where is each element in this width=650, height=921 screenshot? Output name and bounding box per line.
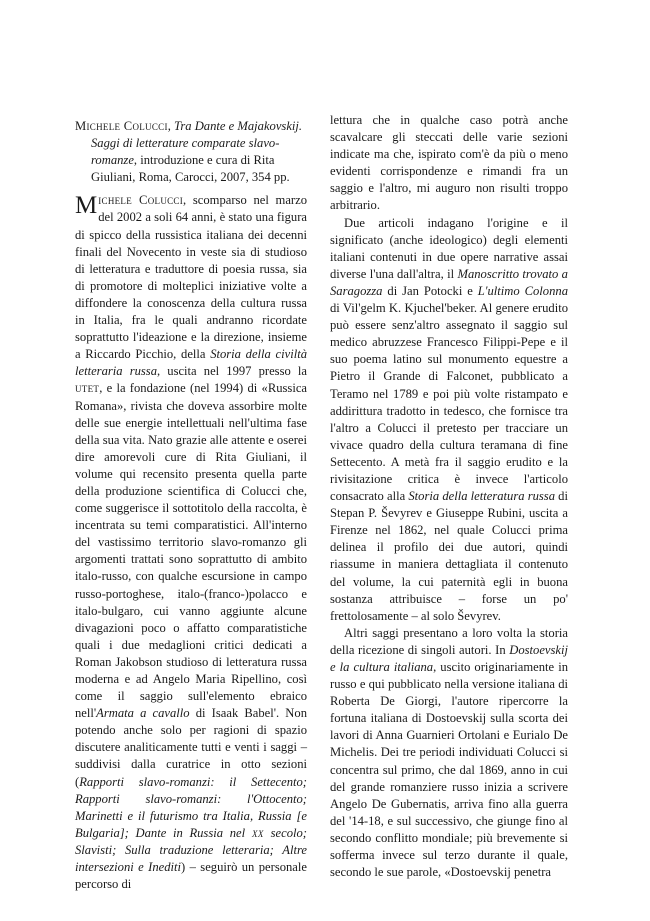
right-column [330, 112, 568, 881]
text-run: , e la fondazione (nel 1994) di «Russica Romana», rivista che doveva assorbire molte delle sue energie intellettuali nell'ultima fase della sua vita. Nato grazie alle attente e oserei dire amorevoli cure di Rita Giuliani, il volume qui recensito presenta quella parte della produzione scientifica di Colucci che, come suggerisce il sottotitolo della raccolta, è incentrata su temi comparatistici. All'interno del vastissimo territorio slavo-romanzo gli argomenti trattati sono soprattutto di ambito italo-russo, con qualche escursione in campo russo-portoghese, italo-(franco-)polacco e italo-bulgaro, cui vanno aggiunte alcune divagazioni poco o affatto comparatistiche quali i due medaglioni critici dedicati a Roman Jakobson studioso di letteratura russa moderna e ad Angelo Maria Ripellino, così come il saggio sull'elemento ebraico nell' [75, 381, 307, 721]
text-run: , scomparso nel marzo del 2002 a soli 64 anni, è stato una figura di spicco della russistica italiana dei decenni finali del Novecento in veste sia di studioso di letteratura e traduttore di poesia russa, sia di promotore di molteplici iniziative volte a diffondere la conoscenza della cultura russa in Italia, fra le quali andranno ricordate soprattutto l'ideazione e la direzione, insieme a Riccardo Picchio, della [75, 193, 307, 362]
text-run: ) – seguirò un personale percorso di [75, 860, 307, 892]
italic-title: Manoscritto trovato a Saragozza [330, 266, 568, 298]
text-run: di Isaak Babel'. Non potendo anche solo per ragioni di spazio discutere analiticamente tutti e venti i saggi – suddivisi dalla curatrice in otto sezioni ( [75, 706, 307, 789]
paragraph [75, 192, 307, 893]
italic-sections: Rapporti slavo-romanzi: il Settecento; Rapporti slavo-romanzi: l'Ottocento; Marinetti e il futurismo tra Italia, Russia [e Bulgaria]; Dante in Russia nel [75, 774, 307, 840]
reviewed-title: Tra Dante e Majakovskij. Saggi di letterature comparate slavo-romanze [91, 119, 303, 168]
drop-cap: M [75, 192, 98, 220]
italic-sections: secolo; Slavisti; Sulla traduzione letteraria; Altre intersezioni e Inediti [75, 825, 307, 875]
reviewed-details: , introduzione e cura di Rita Giuliani, Roma, Carocci, 2007, 354 pp. [91, 153, 290, 185]
text-run: , uscito originariamente in russo e qui pubblicato nella versione italiana di Roberta De Giorgi, l'autore ripercorre la fortuna italiana di Dostoevskij sulla scorta dei lavori di Anna Guarnieri Ortolani e Eurialo De Michelis. Dei tre periodi individuati Colucci si concentra sul primo, che dal 1869, anno in cui del grande romanziere russo inizia a scrivere Angelo De Gubernatis, arriva fino alla guerra del '14-18, e sul successivo, che giunge fino al secondo conflitto mondiale; più brevemente si sofferma invece sul terzo durante il quale, secondo le sue parole, «Dostoevskij penetra [330, 660, 568, 880]
text-run: di Jan Potocki e [382, 283, 478, 298]
text-run: di Vil'gelm K. Kjuchel'beker. Al genere erudito può essere senz'altro assegnato il saggio sul medico abruzzese Francesco Filippi-Pepe e il suo poema latino sul monumento equestre a Pietro il Grande di Falconet, pubblicato a Teramo nel 1789 e poi più volte ristampato e addirittura tradotto in tedesco, che fornisce tra l'altro a Colucci il pretesto per tracciare un vivace quadro della cultura teramana di fine Settecento. A metà fra il saggio erudito e la rivisitazione critica è invece l'articolo consacrato alla [330, 301, 568, 504]
reviewed-author: Michele Colucci [75, 119, 168, 133]
italic-title: L'ultimo Colonna [477, 283, 568, 298]
paragraph: lettura che in qualche caso potrà anche scavalcare gli steccati delle varie sezioni indicate ma che, ispirato com'è da più o meno evidenti corrispondenze e rimandi fra un saggio e l'altro, mi auguro non risulti troppo arbitrario. [330, 113, 568, 213]
text-run: Due articoli indagano l'origine e il significato (anche ideologico) degli elementi italiani contenuti in due opere narrative assai diverse l'una dall'altra, il [330, 215, 568, 281]
bibliographic-reference: Michele Colucci, Tra Dante e Majakovskij. Saggi di letterature comparate slavo-romanze, introduzione e cura di Rita Giuliani, Roma, Carocci, 2007, 354 pp. [75, 119, 303, 185]
paragraph [330, 215, 568, 625]
text-run: Altri saggi presentano a loro volta la storia della ricezione di singoli autori. In [330, 625, 568, 657]
text-run: di Stepan P. Ševyrev e Giuseppe Rubini, uscita a Firenze nel 1862, nel quale Colucci prima delinea il profilo dei due autori, quindi riassume in maniera dettagliata il contenuto del volume, la cui paternità egli in buona sostanza attribuisce – forse un po' frettolosamente – al solo Ševyrev. [330, 489, 568, 623]
century-numeral: xx [245, 825, 271, 840]
text-run: , uscita nel 1997 presso la [157, 364, 307, 379]
author-name: ichele Colucci [98, 193, 184, 208]
italic-title: Storia della letteratura russa [408, 489, 556, 504]
italic-title: Dostoevskij e la cultura italiana [330, 642, 568, 674]
paragraph [330, 625, 568, 881]
left-column [75, 112, 307, 893]
italic-title: Storia della civiltà letteraria russa [75, 347, 307, 379]
italic-title: Armata a cavallo [96, 706, 190, 721]
publisher-name: utet [75, 381, 100, 396]
